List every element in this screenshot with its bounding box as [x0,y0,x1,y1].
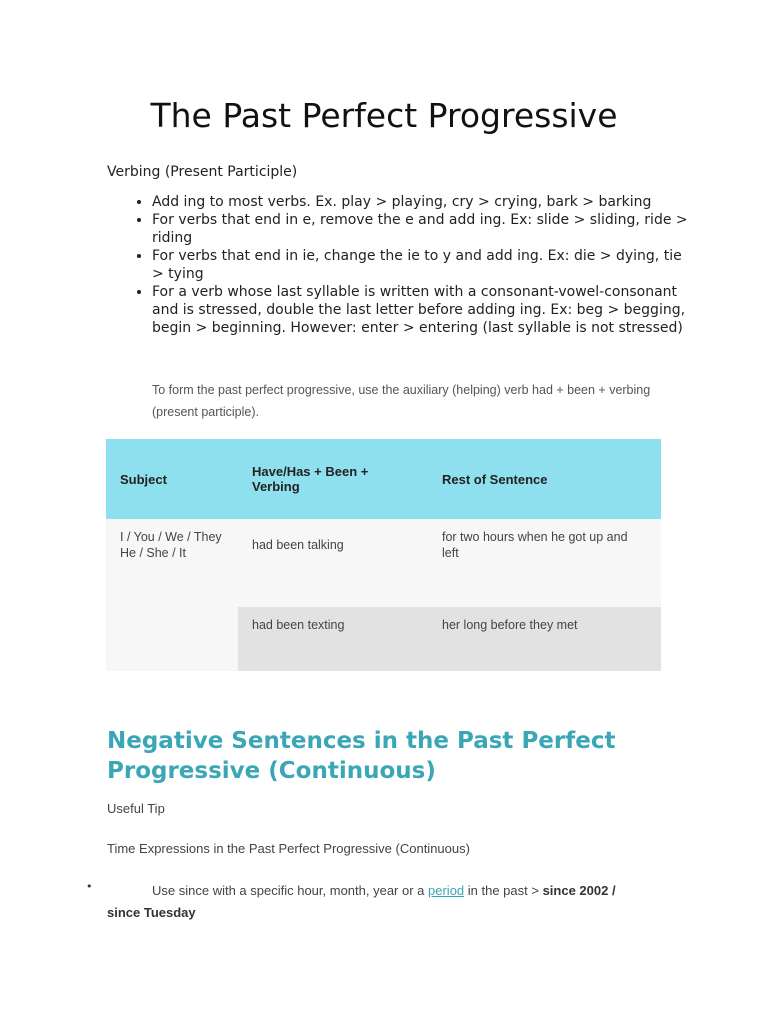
section-subheading: Verbing (Present Participle) [107,164,298,180]
since-example: since 2002 / since Tuesday [107,883,616,920]
since-rule [107,880,627,924]
spelling-rules-list [107,193,697,337]
subject-cell: I / You / We / They He / She / It [106,519,238,671]
since-text: Use since with a specific hour, month, year or a [152,883,429,898]
rest-cell: for two hours when he got up and left [428,519,661,607]
bullet-icon: • [86,880,93,893]
list-item: • Add ing to most verbs. Ex. play > playing, cry > crying, bark > barking [152,193,697,211]
list-item: • For verbs that end in ie, change the ie to y and add ing. Ex: die > dying, tie > tying [152,247,697,283]
column-header-verb: Have/Has + Been + Verbing [238,439,428,519]
rest-cell: her long before they met [428,607,661,671]
grammar-table [106,439,661,671]
verb-cell: had been texting [238,607,428,671]
table-header-row [106,439,661,519]
verb-cell: had been talking [238,519,428,607]
table-row [106,519,661,607]
list-item: • For a verb whose last syllable is written with a consonant-vowel-consonant and is stressed, double the last letter before adding ing. Ex: beg > begging, begin > beginning. However: enter > entering (last syllable is not stressed) [152,283,697,337]
since-text-after: in the past > [464,883,543,898]
list-item: • For verbs that end in e, remove the e and add ing. Ex: slide > sliding, ride > riding [152,211,697,247]
formation-note: To form the past perfect progressive, use the auxiliary (helping) verb had + been + verbing (present participle). [152,383,651,419]
column-header-rest: Rest of Sentence [428,439,661,519]
period-link[interactable]: period [428,883,465,898]
column-header-subject: Subject [106,439,238,519]
useful-tip-label: Useful Tip [107,801,165,816]
page-title: The Past Perfect Progressive [150,96,618,135]
time-expressions-label: Time Expressions in the Past Perfect Progressive (Continuous) [107,841,470,856]
negative-sentences-heading: Negative Sentences in the Past Perfect Progressive (Continuous) [107,728,616,784]
